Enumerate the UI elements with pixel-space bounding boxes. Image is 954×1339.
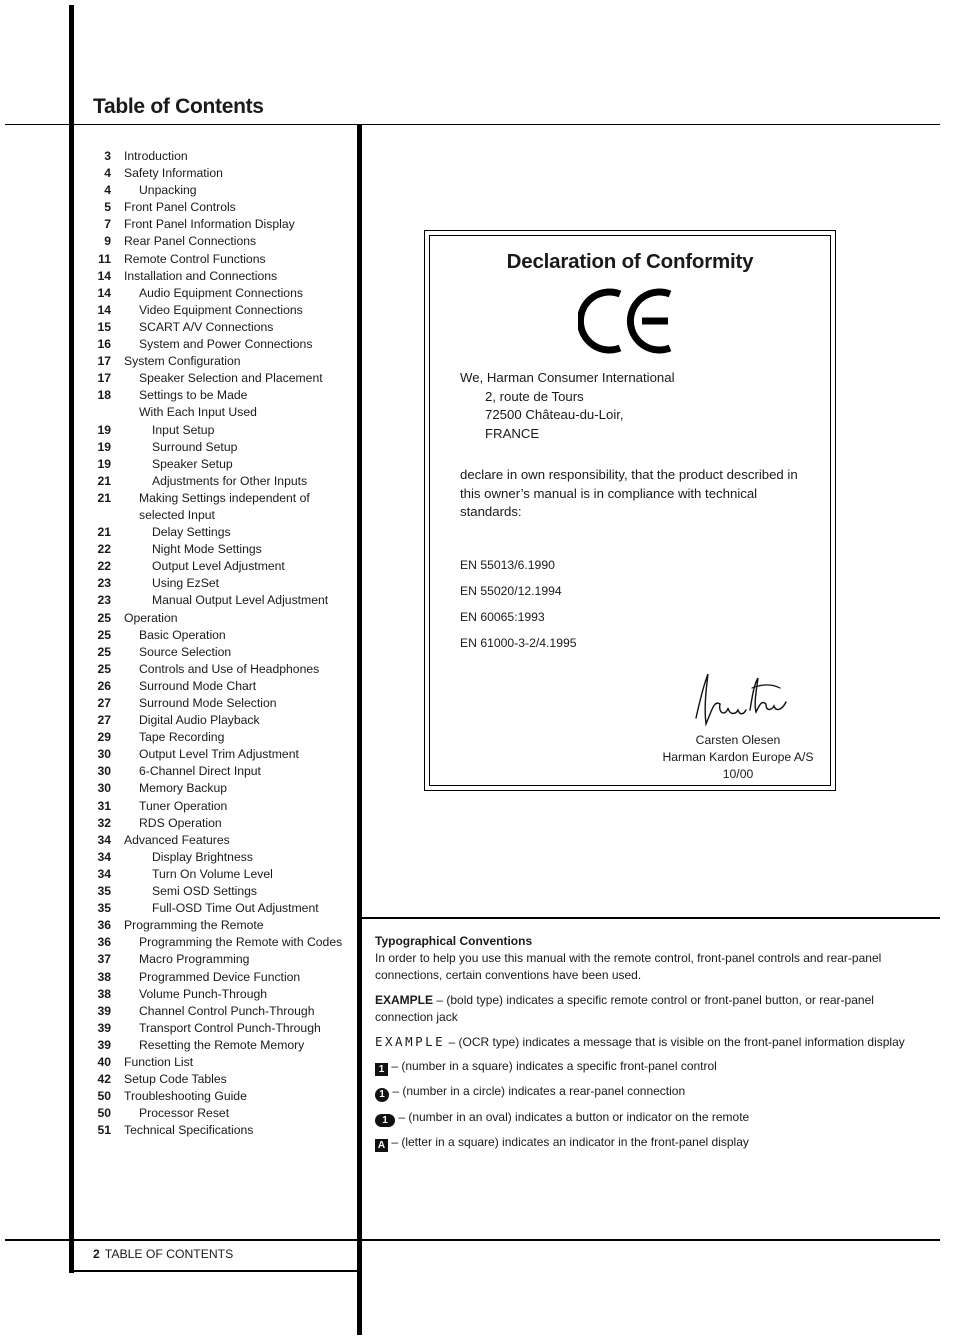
conventions-rule xyxy=(360,917,940,919)
toc-page-number: 19 xyxy=(97,439,111,454)
toc-label: Input Setup xyxy=(152,422,215,437)
toc-entry xyxy=(90,490,355,507)
toc-label: Tape Recording xyxy=(139,730,225,745)
toc-page-number: 40 xyxy=(97,1054,111,1069)
footer-section: TABLE OF CONTENTS xyxy=(104,1247,234,1261)
toc-label: Macro Programming xyxy=(139,952,250,967)
toc-entry xyxy=(90,165,355,182)
toc-label: Speaker Selection and Placement xyxy=(139,371,323,386)
toc-entry xyxy=(90,1122,355,1139)
toc-entry xyxy=(90,900,355,917)
toc-page-number: 42 xyxy=(97,1072,111,1087)
toc-page-number: 17 xyxy=(97,371,111,386)
toc-entry xyxy=(90,934,355,951)
conventions-title: Typographical Conventions xyxy=(375,934,533,948)
convention-ocr xyxy=(375,1033,905,1051)
footer-bottom-rule xyxy=(69,1270,359,1272)
standard-item: EN 55020/12.1994 xyxy=(460,584,562,598)
toc-entry xyxy=(90,1020,355,1037)
toc-entry xyxy=(90,746,355,763)
toc-page-number: 17 xyxy=(97,354,111,369)
toc-label: Setup Code Tables xyxy=(124,1072,227,1087)
toc-entry xyxy=(90,883,355,900)
toc-label: Controls and Use of Headphones xyxy=(139,661,320,676)
toc-label: Programming the Remote xyxy=(124,918,264,933)
toc-label: Surround Mode Chart xyxy=(139,678,257,693)
toc-label: Output Level Trim Adjustment xyxy=(139,747,299,762)
toc-label: Using EzSet xyxy=(152,576,220,591)
toc-label: Safety Information xyxy=(124,166,223,181)
toc-entry xyxy=(90,336,355,353)
toc-entry xyxy=(90,951,355,968)
toc-entry xyxy=(90,798,355,815)
toc-entry xyxy=(90,541,355,558)
circle-description: – (number in a circle) indicates a rear-panel connection xyxy=(389,1084,686,1099)
toc-entry xyxy=(90,1003,355,1020)
toc-page-number: 21 xyxy=(97,473,111,488)
toc-entry xyxy=(90,268,355,285)
toc-entry xyxy=(90,1071,355,1088)
toc-label: Front Panel Controls xyxy=(124,200,236,215)
toc-label: Source Selection xyxy=(139,644,232,659)
ocr-description: – (OCR type) indicates a message that is visible on the front-panel information display xyxy=(445,1035,905,1050)
toc-page-number: 32 xyxy=(97,815,111,830)
toc-label: Volume Punch-Through xyxy=(139,986,268,1001)
bold-description: – (bold type) indicates a specific remote control or front-panel button, or rear-panel connection jack xyxy=(375,992,874,1024)
toc-entry xyxy=(90,849,355,866)
toc-label: Function List xyxy=(124,1054,194,1069)
toc-page-number: 38 xyxy=(97,969,111,984)
toc-label: Tuner Operation xyxy=(139,798,228,813)
toc-page-number: 14 xyxy=(97,268,111,283)
toc-page-number: 30 xyxy=(97,781,111,796)
toc-label: Night Mode Settings xyxy=(152,542,262,557)
toc-entry xyxy=(90,182,355,199)
toc-page-number: 4 xyxy=(104,166,111,181)
toc-label: Programmed Device Function xyxy=(139,969,301,984)
toc-page-number: 50 xyxy=(97,1089,111,1104)
toc-page-number: 35 xyxy=(97,901,111,916)
toc-entry xyxy=(90,1037,355,1054)
toc-page-number: 7 xyxy=(104,217,111,232)
standard-item: EN 60065:1993 xyxy=(460,610,545,624)
declaration-title: Declaration of Conformity xyxy=(506,250,754,273)
toc-entry xyxy=(90,712,355,729)
toc-page-number: 30 xyxy=(97,764,111,779)
table-of-contents xyxy=(90,148,355,1139)
toc-entry xyxy=(90,575,355,592)
toc-page-number: 38 xyxy=(97,986,111,1001)
ocr-example: EXAMPLE xyxy=(375,1034,446,1050)
toc-page-number: 39 xyxy=(97,1037,111,1052)
toc-label: Technical Specifications xyxy=(124,1123,254,1138)
toc-page-number: 27 xyxy=(97,713,111,728)
toc-label: With Each Input Used xyxy=(139,405,257,420)
toc-label: System and Power Connections xyxy=(139,337,313,352)
toc-label: Unpacking xyxy=(139,183,197,198)
toc-page-number: 3 xyxy=(104,149,111,163)
toc-entry xyxy=(90,319,355,336)
toc-page-number: 39 xyxy=(97,1003,111,1018)
toc-page-number: 22 xyxy=(97,559,111,574)
page-title: Table of Contents xyxy=(93,95,264,118)
toc-page-number: 9 xyxy=(104,234,111,249)
toc-entry xyxy=(90,285,355,302)
toc-entry xyxy=(90,558,355,575)
number-square-icon: 1 xyxy=(375,1063,388,1076)
left-margin-bar xyxy=(69,5,74,1273)
toc-page-number: 5 xyxy=(104,200,111,215)
toc-label: Remote Control Functions xyxy=(124,251,266,266)
toc-label: Display Brightness xyxy=(152,849,253,864)
toc-label: Semi OSD Settings xyxy=(152,884,257,899)
toc-page-number: 37 xyxy=(97,952,111,967)
toc-page-number: 29 xyxy=(97,730,111,745)
toc-page-number: 31 xyxy=(97,798,111,813)
toc-entry xyxy=(90,473,355,490)
toc-page-number: 34 xyxy=(97,832,111,847)
number-oval-icon: 1 xyxy=(375,1114,395,1127)
toc-label: Output Level Adjustment xyxy=(152,559,285,574)
toc-page-number: 4 xyxy=(104,183,111,198)
handwritten-signature xyxy=(692,670,792,730)
letter-square-icon: A xyxy=(375,1139,388,1152)
toc-entry xyxy=(90,199,355,216)
toc-label: RDS Operation xyxy=(139,815,222,830)
toc-entry xyxy=(90,404,355,421)
convention-bold xyxy=(375,992,905,1026)
toc-label: Manual Output Level Adjustment xyxy=(152,593,329,608)
toc-page-number: 25 xyxy=(97,627,111,642)
toc-label: 6-Channel Direct Input xyxy=(139,764,261,779)
toc-label: Rear Panel Connections xyxy=(124,234,257,249)
toc-entry xyxy=(90,422,355,439)
toc-entry xyxy=(90,370,355,387)
toc-label: Surround Setup xyxy=(152,439,238,454)
toc-entry xyxy=(90,678,355,695)
toc-page-number: 34 xyxy=(97,849,111,864)
convention-oval xyxy=(375,1109,905,1127)
toc-entry xyxy=(90,780,355,797)
toc-entry xyxy=(90,456,355,473)
toc-entry xyxy=(90,507,355,524)
header-rule xyxy=(5,124,940,125)
declaration-inner-frame xyxy=(429,235,831,786)
toc-entry xyxy=(90,969,355,986)
toc-label: Front Panel Information Display xyxy=(124,217,295,232)
toc-label: Surround Mode Selection xyxy=(139,696,277,710)
toc-page-number: 36 xyxy=(97,935,111,950)
toc-entry xyxy=(90,302,355,319)
toc-label: selected Input xyxy=(139,507,215,522)
declaration-address xyxy=(460,369,675,443)
declaration-of-conformity-box xyxy=(424,230,836,791)
convention-letter xyxy=(375,1134,905,1152)
typographical-conventions xyxy=(375,933,905,1152)
toc-page-number: 34 xyxy=(97,866,111,881)
toc-page-number: 25 xyxy=(97,644,111,659)
signer-company: Harman Kardon Europe A/S xyxy=(662,750,814,764)
conventions-intro: In order to help you use this manual with the remote control, front-panel controls and rear-panel connections, certain conventions have been used. xyxy=(375,951,882,983)
signer-name: Carsten Olesen xyxy=(695,733,781,747)
toc-label: Advanced Features xyxy=(124,832,230,847)
toc-label: Processor Reset xyxy=(139,1106,230,1121)
letter-description: – (letter in a square) indicates an indicator in the front-panel display xyxy=(388,1135,749,1150)
toc-entry xyxy=(90,439,355,456)
toc-page-number: 22 xyxy=(97,542,111,557)
toc-label: Turn On Volume Level xyxy=(152,866,273,881)
toc-entry xyxy=(90,216,355,233)
oval-description: – (number in an oval) indicates a button or indicator on the remote xyxy=(395,1110,750,1125)
toc-entry xyxy=(90,592,355,609)
ce-mark-icon xyxy=(578,286,678,356)
toc-entry xyxy=(90,729,355,746)
toc-label: Basic Operation xyxy=(139,627,226,642)
toc-label: Delay Settings xyxy=(152,525,231,540)
toc-page-number: 25 xyxy=(97,610,111,625)
toc-label: Troubleshooting Guide xyxy=(124,1089,247,1104)
toc-page-number: 21 xyxy=(97,490,111,505)
toc-label: Resetting the Remote Memory xyxy=(139,1037,305,1052)
toc-page-number: 39 xyxy=(97,1020,111,1035)
number-circle-icon: 1 xyxy=(375,1088,389,1102)
toc-entry xyxy=(90,917,355,934)
toc-entry xyxy=(90,610,355,627)
toc-page-number: 51 xyxy=(97,1123,111,1138)
toc-entry xyxy=(90,661,355,678)
signer-date: 10/00 xyxy=(722,767,754,781)
toc-entry xyxy=(90,1054,355,1071)
toc-entry xyxy=(90,627,355,644)
toc-label: Making Settings independent of xyxy=(139,490,310,505)
toc-label: System Configuration xyxy=(124,354,241,369)
toc-entry xyxy=(90,866,355,883)
toc-page-number: 23 xyxy=(97,576,111,591)
toc-page-number: 30 xyxy=(97,747,111,762)
toc-page-number: 14 xyxy=(97,285,111,300)
toc-page-number: 15 xyxy=(97,319,111,334)
standard-item: EN 61000-3-2/4.1995 xyxy=(460,636,577,650)
declaration-statement: declare in own responsibility, that the product described in this owner’s manual is in compliance with technical standards: xyxy=(460,467,798,520)
toc-label: Operation xyxy=(124,610,178,625)
toc-entry xyxy=(90,986,355,1003)
toc-page-number: 26 xyxy=(97,678,111,693)
toc-label: Speaker Setup xyxy=(152,456,233,471)
convention-square xyxy=(375,1058,905,1076)
toc-page-number: 23 xyxy=(97,593,111,608)
toc-entry xyxy=(90,251,355,268)
toc-label: Introduction xyxy=(124,149,188,163)
toc-label: Memory Backup xyxy=(139,781,228,796)
toc-entry xyxy=(90,353,355,370)
signer-block xyxy=(648,732,828,783)
toc-label: Programming the Remote with Codes xyxy=(139,935,343,950)
declaration-intro: We, Harman Consumer International xyxy=(460,370,675,385)
toc-page-number: 19 xyxy=(97,422,111,437)
toc-page-number: 19 xyxy=(97,456,111,471)
square-description: – (number in a square) indicates a specific front-panel control xyxy=(388,1059,717,1074)
footer-rule xyxy=(5,1239,940,1241)
toc-label: Settings to be Made xyxy=(139,388,248,403)
address-line: FRANCE xyxy=(485,425,540,441)
toc-page-number: 35 xyxy=(97,884,111,899)
toc-entry xyxy=(90,524,355,541)
toc-entry xyxy=(90,148,355,165)
standards-list xyxy=(460,552,577,656)
address-line: 2, route de Tours xyxy=(485,388,584,404)
toc-entry xyxy=(90,763,355,780)
toc-entry xyxy=(90,1105,355,1122)
toc-page-number: 36 xyxy=(97,918,111,933)
toc-label: Transport Control Punch-Through xyxy=(139,1020,321,1035)
toc-page-number: 14 xyxy=(97,302,111,317)
toc-page-number: 27 xyxy=(97,696,111,710)
toc-entry xyxy=(90,832,355,849)
toc-label: Audio Equipment Connections xyxy=(139,285,303,300)
toc-entry xyxy=(90,1088,355,1105)
toc-page-number: 50 xyxy=(97,1106,111,1121)
toc-entry xyxy=(90,815,355,832)
toc-entry xyxy=(90,644,355,661)
bold-example: EXAMPLE xyxy=(375,992,434,1007)
convention-circle xyxy=(375,1083,905,1102)
toc-page-number: 18 xyxy=(97,388,111,403)
toc-page-number: 16 xyxy=(97,337,111,352)
toc-page-number: 21 xyxy=(97,525,111,540)
toc-entry xyxy=(90,233,355,250)
toc-label: Video Equipment Connections xyxy=(139,302,303,317)
toc-label: Adjustments for Other Inputs xyxy=(152,473,308,488)
footer-page-number: 2 xyxy=(93,1247,100,1261)
toc-label: Full-OSD Time Out Adjustment xyxy=(152,901,319,916)
toc-page-number: 11 xyxy=(98,251,111,266)
toc-entry xyxy=(90,387,355,404)
center-column-bar xyxy=(357,124,362,1335)
standard-item: EN 55013/6.1990 xyxy=(460,558,555,572)
page-footer xyxy=(93,1247,233,1261)
toc-label: SCART A/V Connections xyxy=(139,319,274,334)
toc-label: Digital Audio Playback xyxy=(139,713,260,728)
address-line: 72500 Château-du-Loir, xyxy=(485,407,624,423)
toc-label: Channel Control Punch-Through xyxy=(139,1003,315,1018)
toc-label: Installation and Connections xyxy=(124,268,278,283)
toc-page-number: 25 xyxy=(97,661,111,676)
toc-entry xyxy=(90,695,355,712)
